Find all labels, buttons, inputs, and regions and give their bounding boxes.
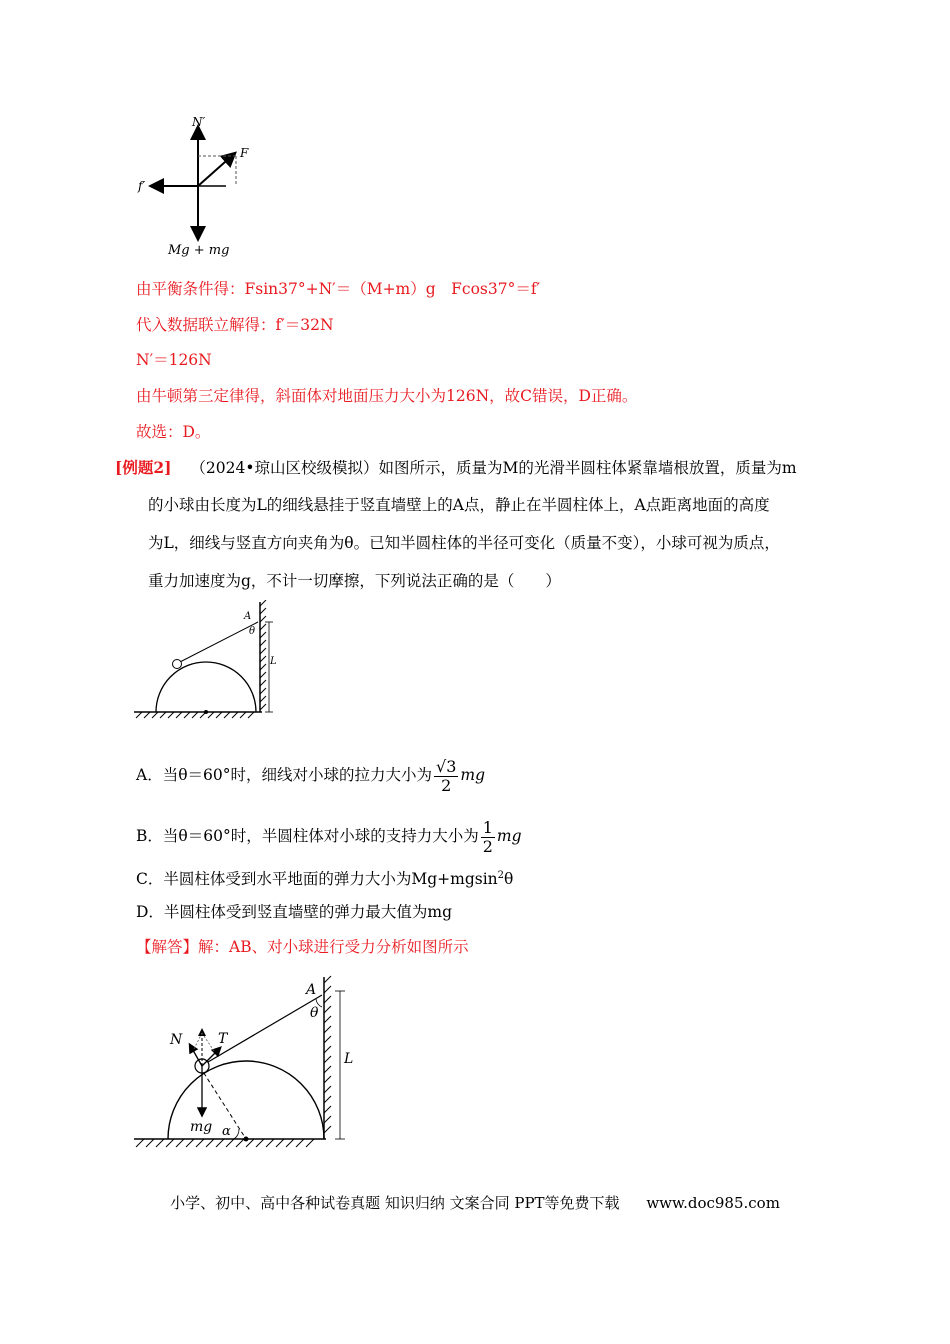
answer-text: 解：AB、对小球进行受力分析如图所示 xyxy=(198,938,469,956)
option-c-superscript: 2 xyxy=(497,870,505,881)
fig2-a-label: A xyxy=(244,611,252,622)
fig3-alpha-label: α xyxy=(222,1124,231,1139)
option-b-fraction xyxy=(481,819,495,856)
fig3-t-label: T xyxy=(218,1031,228,1047)
option-b-unit: mg xyxy=(496,827,522,845)
example-text-1: （2024•琼山区校级模拟）如图所示，质量为M的光滑半圆柱体紧靠墙根放置，质量为m xyxy=(190,459,797,477)
option-b-text: B．当θ＝60°时，半圆柱体对小球的支持力大小为 xyxy=(136,827,479,845)
option-c-text: C．半圆柱体受到水平地面的弹力大小为Mg+mgsin xyxy=(136,870,498,889)
page-footer xyxy=(0,1192,950,1213)
example-text-2: 的小球由长度为L的细线悬挂于竖直墙壁上的A点，静止在半圆柱体上，A点距离地面的高度 xyxy=(148,496,770,514)
option-a-denominator: 2 xyxy=(441,775,452,795)
option-d: D．半圆柱体受到竖直墙壁的弹力最大值为mg xyxy=(136,903,453,921)
solution-line-3: N′＝126N xyxy=(136,351,212,369)
example-text-3: 为L，细线与竖直方向夹角为θ。已知半圆柱体的半径可变化（质量不变），小球可视为质点， xyxy=(148,534,780,552)
option-a-unit: mg xyxy=(460,766,485,784)
fig1-n-label: N′ xyxy=(192,115,206,129)
fig3-a-label: A xyxy=(306,982,317,998)
fig2-theta-label: θ xyxy=(249,626,256,637)
fig3-theta-label: θ xyxy=(310,1005,319,1021)
option-a-fraction xyxy=(434,758,458,795)
option-a-numerator: √3 xyxy=(436,756,457,776)
footer-text: 小学、初中、高中各种试卷真题 知识归纳 文案合同 PPT等免费下载 xyxy=(170,1194,620,1212)
force-analysis-diagram xyxy=(130,975,370,1155)
option-c xyxy=(136,866,513,889)
fig3-l-label: L xyxy=(344,1051,354,1067)
solution-line-2: 代入数据联立解得：f′＝32N xyxy=(136,316,334,334)
example-tag: [例题2] xyxy=(115,458,172,477)
example-text-4: 重力加速度为g，不计一切摩擦，下列说法正确的是（ ） xyxy=(148,572,561,590)
option-b xyxy=(136,816,522,856)
fig1-friction-label: f′ xyxy=(138,179,146,193)
fig1-weight-label: Mg + mg xyxy=(168,243,230,258)
footer-url[interactable]: www.doc985.com xyxy=(646,1194,780,1212)
option-a xyxy=(136,755,485,795)
option-b-numerator: 1 xyxy=(482,817,493,837)
solution-line-1: 由平衡条件得：Fsin37°+N′＝（M+m）g Fcos37°＝f′ xyxy=(136,280,541,298)
force-diagram-1 xyxy=(130,110,270,260)
option-b-denominator: 2 xyxy=(482,836,493,856)
example-2-first-line xyxy=(115,458,797,478)
problem-diagram xyxy=(130,600,290,722)
fig1-f-label: F xyxy=(240,146,249,160)
fig3-mg-label: mg xyxy=(190,1119,213,1135)
fig3-n-label: N xyxy=(170,1032,183,1048)
answer-label: 【解答】 xyxy=(136,938,199,956)
fig2-l-label: L xyxy=(270,656,277,667)
option-a-text: A．当θ＝60°时，细线对小球的拉力大小为 xyxy=(136,766,432,784)
solution-line-5: 故选：D。 xyxy=(136,423,211,441)
option-c-end: θ xyxy=(504,870,514,889)
answer-line xyxy=(136,937,469,957)
solution-line-4: 由牛顿第三定律得，斜面体对地面压力大小为126N，故C错误，D正确。 xyxy=(136,387,638,405)
